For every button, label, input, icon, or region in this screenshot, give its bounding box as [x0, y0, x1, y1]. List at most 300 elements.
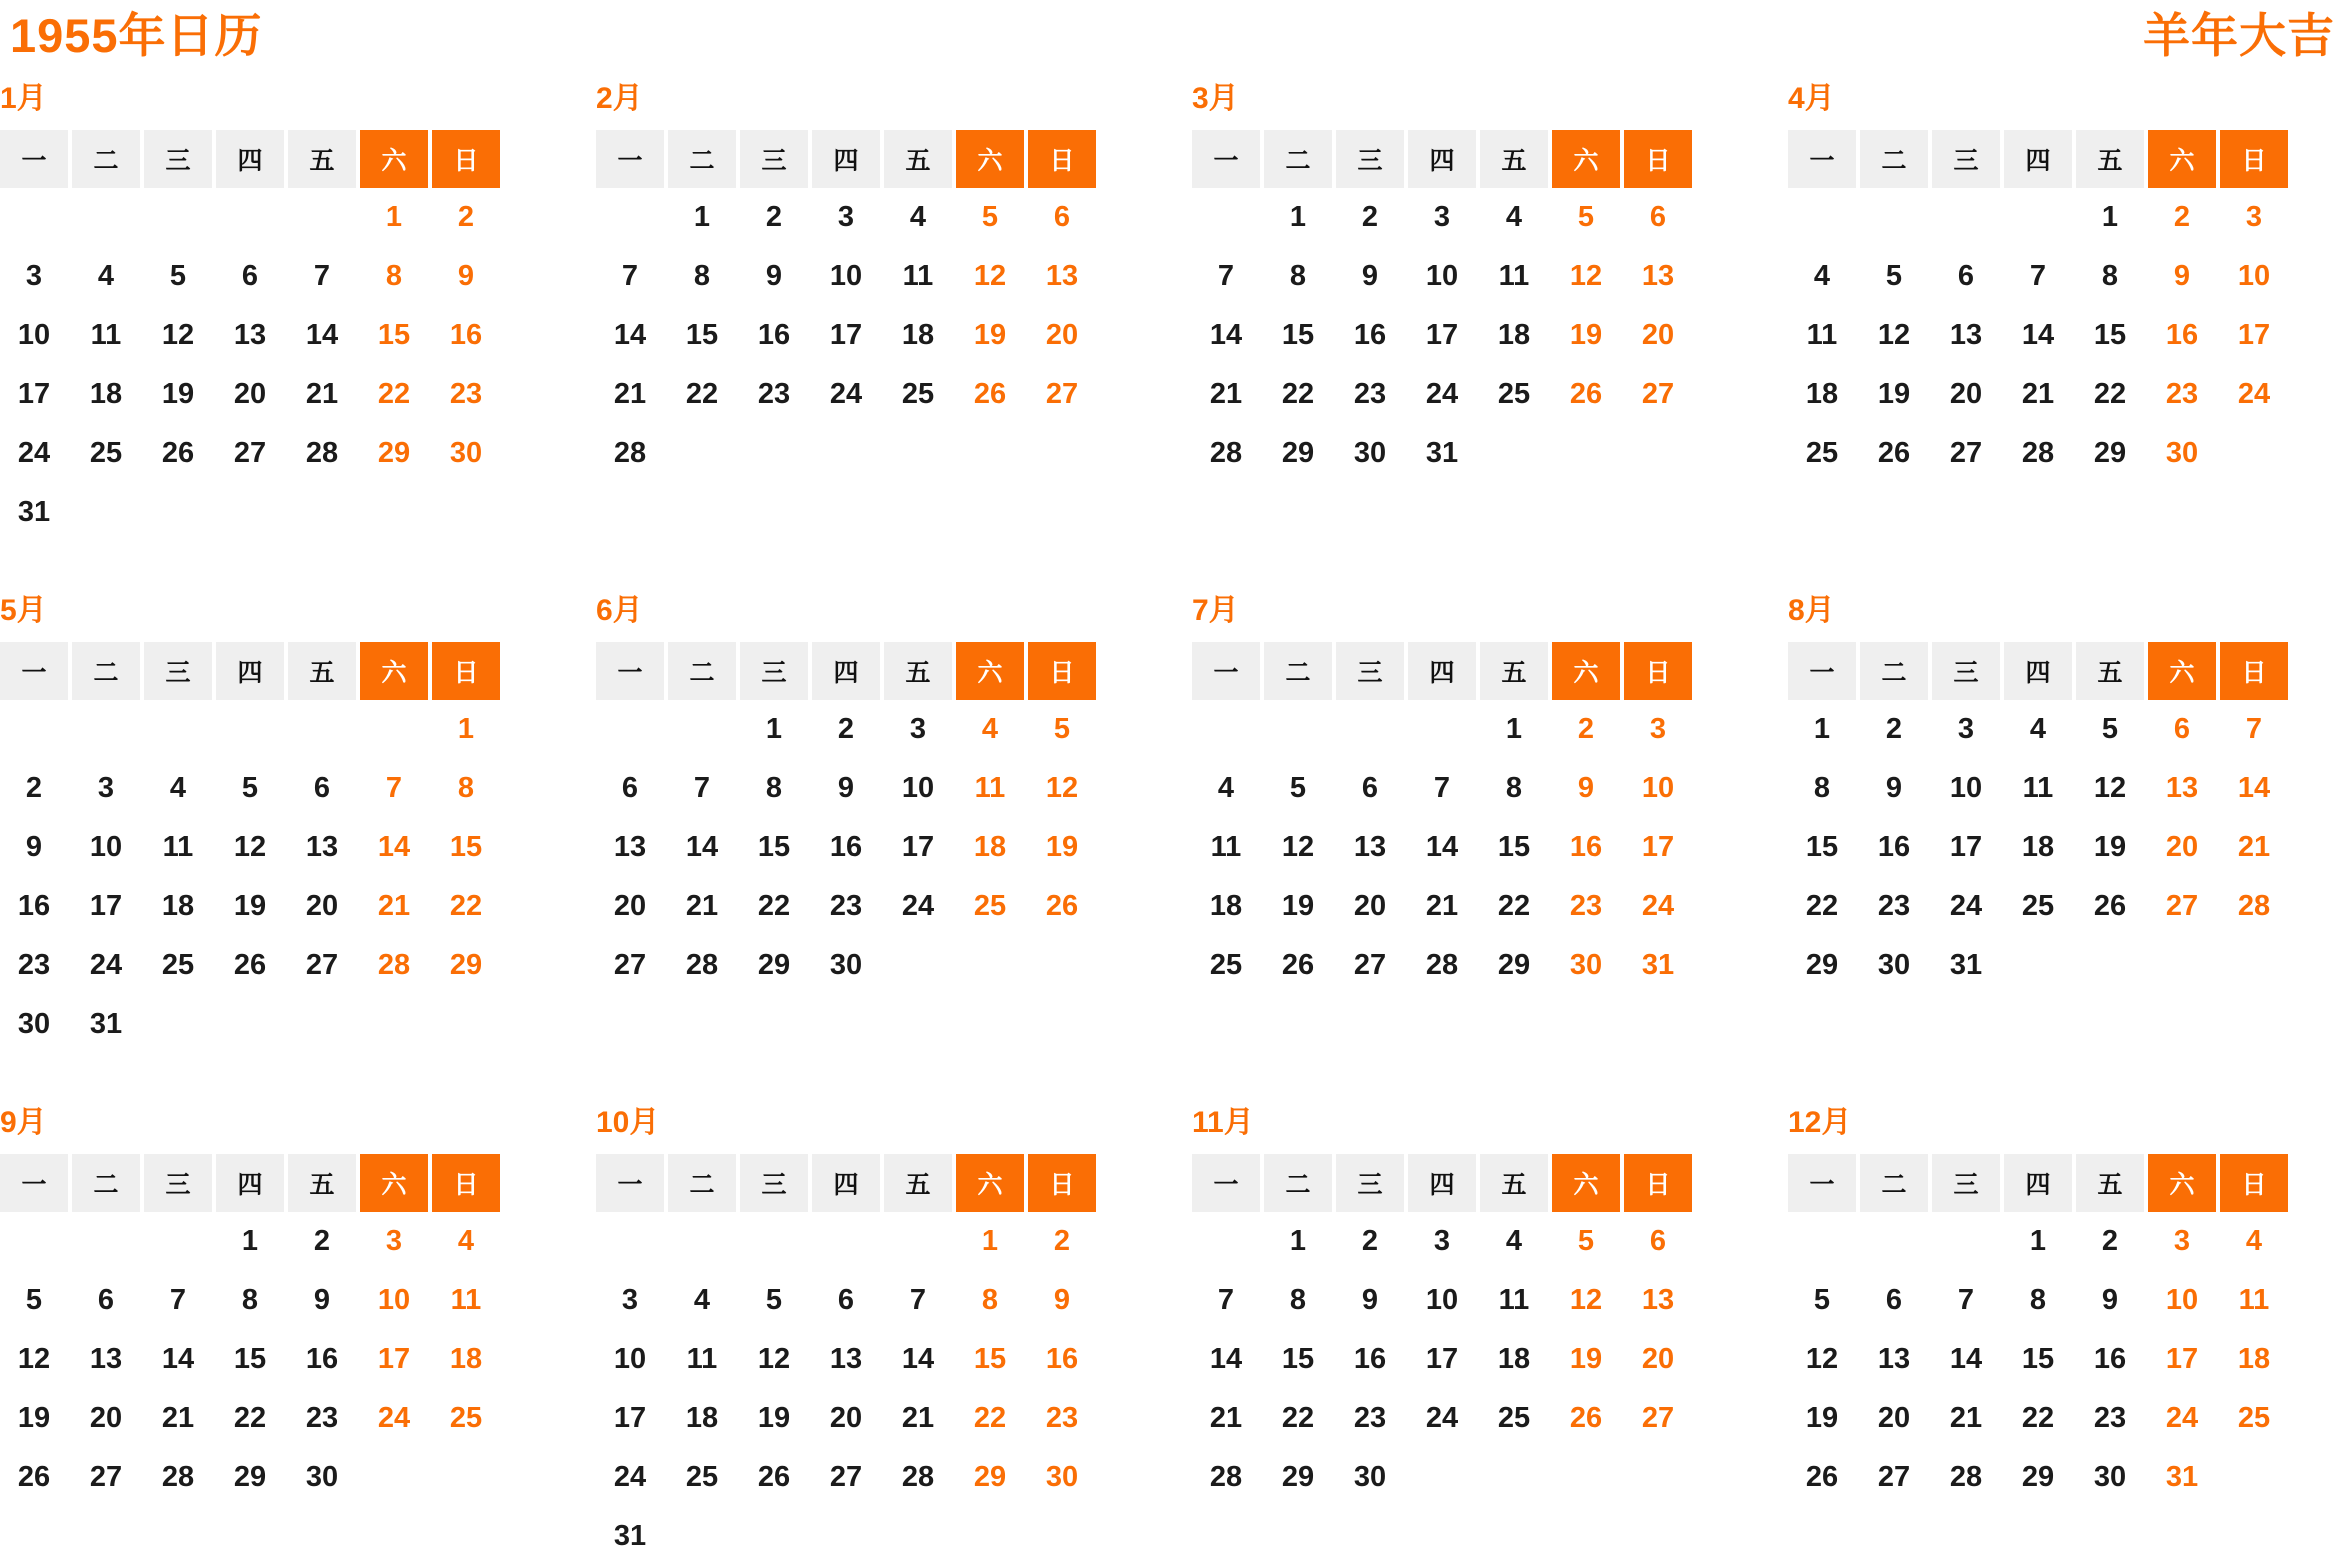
date-cell: 26: [1877, 437, 1911, 469]
date-cell: 10: [1949, 772, 1983, 804]
weekday-header-cell: 六: [360, 642, 428, 700]
date-cell: 1: [1289, 201, 1307, 233]
week-row: [596, 818, 1096, 877]
date-cell: 9: [25, 831, 43, 863]
date-cell: 11: [1498, 1284, 1530, 1316]
month-label-12: 12月: [1788, 1106, 1852, 1139]
date-cell: 25: [1805, 437, 1839, 469]
date-cell: 29: [1281, 437, 1315, 469]
date-cell: 29: [449, 949, 483, 981]
date-cell: 2: [765, 201, 783, 233]
empty-cell: [812, 1212, 880, 1271]
date-cell: 31: [1641, 949, 1675, 981]
date-cell: 6: [313, 772, 331, 804]
date-cell: 7: [1957, 1284, 1975, 1316]
date-cell: 25: [2021, 890, 2055, 922]
date-cell: 20: [1353, 890, 1387, 922]
empty-cell: [884, 424, 952, 483]
empty-cell: [1480, 424, 1548, 483]
date-cell: 9: [2173, 260, 2191, 292]
weekday-header-cell: 一: [0, 642, 68, 700]
date-cell: 4: [693, 1284, 711, 1316]
date-cell: 15: [2093, 319, 2127, 351]
empty-cell: [2220, 424, 2288, 483]
date-cell: 29: [377, 437, 411, 469]
date-cell: 13: [829, 1343, 863, 1375]
month-label-7: 7月: [1192, 594, 1239, 627]
empty-cell: [360, 1448, 428, 1507]
month-label-6: 6月: [596, 594, 643, 627]
date-cell: 18: [1805, 378, 1839, 410]
weekday-header-cell: 六: [360, 1154, 428, 1212]
date-cell: 8: [457, 772, 475, 804]
weekday-header-cell: 日: [1624, 130, 1692, 188]
weekday-header-cell: 四: [216, 130, 284, 188]
week-row: [1788, 877, 2288, 936]
date-cell: 27: [613, 949, 647, 981]
weekday-header-cell: 日: [2220, 130, 2288, 188]
weekday-header-cell: 五: [2076, 1154, 2144, 1212]
empty-cell: [1788, 188, 1856, 247]
weekday-header-cell: 二: [668, 1154, 736, 1212]
date-cell: 2: [2173, 201, 2191, 233]
date-cell: 10: [613, 1343, 647, 1375]
empty-cell: [0, 1212, 68, 1271]
date-cell: 22: [2021, 1402, 2055, 1434]
date-cell: 18: [161, 890, 195, 922]
date-cell: 13: [305, 831, 339, 863]
date-cell: 24: [377, 1402, 411, 1434]
date-cell: 29: [2021, 1461, 2055, 1493]
date-cell: 23: [1353, 378, 1387, 410]
date-cell: 10: [1641, 772, 1675, 804]
date-cell: 11: [1210, 831, 1242, 863]
date-cell: 12: [1281, 831, 1315, 863]
week-row: [596, 1271, 1096, 1330]
week-row: [596, 700, 1096, 759]
empty-cell: [2004, 936, 2072, 995]
month-label-8: 8月: [1788, 594, 1835, 627]
date-cell: 24: [613, 1461, 647, 1493]
month-label-11: 11月: [1192, 1106, 1254, 1139]
weekday-header-cell: 四: [812, 130, 880, 188]
date-cell: 18: [901, 319, 935, 351]
date-cell: 17: [2237, 319, 2271, 351]
date-cell: 26: [1569, 1402, 1603, 1434]
date-cell: 6: [1885, 1284, 1903, 1316]
date-cell: 17: [377, 1343, 411, 1375]
date-cell: 31: [17, 496, 51, 528]
date-cell: 30: [1353, 1461, 1387, 1493]
date-cell: 5: [1289, 772, 1307, 804]
empty-cell: [288, 483, 356, 542]
date-cell: 30: [305, 1461, 339, 1493]
week-row: [1192, 759, 1692, 818]
date-cell: 23: [1045, 1402, 1079, 1434]
date-cell: 17: [901, 831, 935, 863]
date-cell: 4: [1813, 260, 1831, 292]
date-cell: 19: [1045, 831, 1079, 863]
empty-cell: [1192, 1212, 1260, 1271]
weekday-header-cell: 一: [1788, 130, 1856, 188]
date-cell: 23: [1877, 890, 1911, 922]
week-row: [1788, 818, 2288, 877]
date-cell: 16: [1569, 831, 1603, 863]
weekday-header-row: [0, 130, 500, 188]
date-cell: 10: [901, 772, 935, 804]
empty-cell: [216, 700, 284, 759]
empty-cell: [668, 700, 736, 759]
weekday-header-cell: 三: [740, 1154, 808, 1212]
date-cell: 15: [1805, 831, 1839, 863]
date-cell: 3: [97, 772, 115, 804]
month-9: [0, 1104, 500, 1507]
week-row: [596, 188, 1096, 247]
date-cell: 12: [161, 319, 195, 351]
date-cell: 17: [2165, 1343, 2199, 1375]
weekday-header-cell: 五: [1480, 130, 1548, 188]
date-cell: 29: [233, 1461, 267, 1493]
date-cell: 25: [449, 1402, 483, 1434]
date-cell: 3: [621, 1284, 639, 1316]
empty-cell: [72, 700, 140, 759]
date-cell: 26: [2093, 890, 2127, 922]
weekday-header-cell: 六: [2148, 130, 2216, 188]
weekday-header-cell: 二: [72, 130, 140, 188]
date-cell: 13: [89, 1343, 123, 1375]
date-cell: 29: [973, 1461, 1007, 1493]
date-cell: 3: [2245, 201, 2263, 233]
date-cell: 19: [1569, 1343, 1603, 1375]
weekday-header-cell: 日: [2220, 1154, 2288, 1212]
date-cell: 5: [25, 1284, 43, 1316]
date-cell: 24: [829, 378, 863, 410]
date-cell: 17: [1425, 1343, 1459, 1375]
date-cell: 20: [613, 890, 647, 922]
date-cell: 16: [1045, 1343, 1079, 1375]
weekday-header-cell: 三: [740, 642, 808, 700]
weekday-header-row: [596, 642, 1096, 700]
date-cell: 8: [693, 260, 711, 292]
date-cell: 4: [97, 260, 115, 292]
empty-cell: [740, 1507, 808, 1566]
date-cell: 6: [97, 1284, 115, 1316]
date-cell: 26: [1045, 890, 1079, 922]
date-cell: 20: [1641, 319, 1675, 351]
date-cell: 19: [2093, 831, 2127, 863]
month-11: [1192, 1104, 1692, 1507]
date-cell: 7: [313, 260, 331, 292]
empty-cell: [1408, 1448, 1476, 1507]
date-cell: 3: [2173, 1225, 2191, 1257]
date-cell: 9: [1361, 260, 1379, 292]
date-cell: 28: [2237, 890, 2271, 922]
date-cell: 27: [1949, 437, 1983, 469]
date-cell: 11: [902, 260, 934, 292]
empty-cell: [1028, 424, 1096, 483]
date-cell: 30: [2093, 1461, 2127, 1493]
date-cell: 23: [449, 378, 483, 410]
date-cell: 9: [2101, 1284, 2119, 1316]
weekday-header-cell: 三: [144, 642, 212, 700]
date-cell: 16: [829, 831, 863, 863]
week-row: [1192, 188, 1692, 247]
date-cell: 12: [1569, 1284, 1603, 1316]
date-cell: 15: [377, 319, 411, 351]
date-cell: 26: [1805, 1461, 1839, 1493]
date-cell: 6: [1361, 772, 1379, 804]
date-cell: 30: [1569, 949, 1603, 981]
date-cell: 1: [693, 201, 711, 233]
date-cell: 24: [89, 949, 123, 981]
empty-cell: [0, 188, 68, 247]
weekday-header-cell: 四: [1408, 1154, 1476, 1212]
date-cell: 5: [241, 772, 259, 804]
weekday-header-cell: 四: [812, 1154, 880, 1212]
weekday-header-cell: 四: [216, 642, 284, 700]
date-cell: 13: [1949, 319, 1983, 351]
date-cell: 7: [385, 772, 403, 804]
week-row: [1788, 188, 2288, 247]
empty-cell: [1336, 700, 1404, 759]
weekday-header-cell: 一: [1192, 1154, 1260, 1212]
date-cell: 12: [1805, 1343, 1839, 1375]
week-row: [0, 1212, 500, 1271]
weekday-header-row: [596, 1154, 1096, 1212]
date-cell: 24: [1949, 890, 1983, 922]
week-row: [1192, 306, 1692, 365]
weekday-header-cell: 日: [432, 1154, 500, 1212]
weekday-header-cell: 三: [1932, 642, 2000, 700]
date-cell: 11: [162, 831, 194, 863]
date-cell: 21: [2021, 378, 2055, 410]
date-cell: 11: [2238, 1284, 2270, 1316]
month-4: [1788, 80, 2288, 483]
empty-cell: [1932, 188, 2000, 247]
empty-cell: [2004, 188, 2072, 247]
week-row: [0, 1271, 500, 1330]
weekday-header-row: [1788, 1154, 2288, 1212]
month-6: [596, 592, 1096, 995]
date-cell: 7: [1217, 260, 1235, 292]
weekday-header-cell: 一: [596, 130, 664, 188]
week-row: [596, 365, 1096, 424]
date-cell: 2: [25, 772, 43, 804]
date-cell: 12: [1877, 319, 1911, 351]
week-row: [0, 247, 500, 306]
date-cell: 20: [233, 378, 267, 410]
date-cell: 27: [305, 949, 339, 981]
date-cell: 9: [1053, 1284, 1071, 1316]
date-cell: 1: [765, 713, 783, 745]
date-cell: 5: [1577, 1225, 1595, 1257]
date-cell: 20: [2165, 831, 2199, 863]
weekday-header-row: [1788, 130, 2288, 188]
date-cell: 13: [1641, 1284, 1675, 1316]
weekday-header-cell: 三: [740, 130, 808, 188]
date-cell: 19: [161, 378, 195, 410]
date-cell: 31: [613, 1520, 647, 1552]
date-cell: 5: [1885, 260, 1903, 292]
weekday-header-cell: 三: [1336, 642, 1404, 700]
week-row: [1192, 247, 1692, 306]
date-cell: 24: [1641, 890, 1675, 922]
date-cell: 22: [1805, 890, 1839, 922]
weekday-header-cell: 五: [288, 642, 356, 700]
date-cell: 7: [169, 1284, 187, 1316]
empty-cell: [360, 995, 428, 1054]
date-cell: 2: [1577, 713, 1595, 745]
weekday-header-cell: 日: [1028, 1154, 1096, 1212]
date-cell: 23: [829, 890, 863, 922]
empty-cell: [2220, 1448, 2288, 1507]
date-cell: 1: [1813, 713, 1831, 745]
weekday-header-cell: 一: [596, 1154, 664, 1212]
date-cell: 14: [2237, 772, 2271, 804]
date-cell: 8: [1813, 772, 1831, 804]
week-row: [596, 1389, 1096, 1448]
date-cell: 7: [1433, 772, 1451, 804]
date-cell: 15: [1497, 831, 1531, 863]
weekday-header-cell: 四: [216, 1154, 284, 1212]
empty-cell: [1192, 188, 1260, 247]
date-cell: 22: [1497, 890, 1531, 922]
week-row: [1788, 365, 2288, 424]
date-cell: 24: [1425, 378, 1459, 410]
empty-cell: [288, 995, 356, 1054]
date-cell: 9: [313, 1284, 331, 1316]
empty-cell: [216, 188, 284, 247]
weekday-header-row: [1192, 1154, 1692, 1212]
empty-cell: [72, 483, 140, 542]
date-cell: 7: [1217, 1284, 1235, 1316]
empty-cell: [956, 936, 1024, 995]
empty-cell: [884, 1212, 952, 1271]
date-cell: 22: [757, 890, 791, 922]
empty-cell: [288, 188, 356, 247]
page-header: [0, 0, 2347, 80]
weekday-header-cell: 一: [0, 130, 68, 188]
week-row: [1788, 1448, 2288, 1507]
date-cell: 19: [1877, 378, 1911, 410]
week-row: [1192, 1448, 1692, 1507]
date-cell: 12: [1045, 772, 1079, 804]
weekday-header-cell: 五: [884, 642, 952, 700]
weekday-header-row: [1788, 642, 2288, 700]
date-cell: 15: [685, 319, 719, 351]
weekday-header-cell: 四: [812, 642, 880, 700]
date-cell: 28: [1949, 1461, 1983, 1493]
weekday-header-cell: 四: [1408, 130, 1476, 188]
weekday-header-cell: 五: [884, 130, 952, 188]
empty-cell: [740, 424, 808, 483]
date-cell: 15: [2021, 1343, 2055, 1375]
date-cell: 10: [89, 831, 123, 863]
month-label-3: 3月: [1192, 82, 1239, 115]
date-cell: 11: [90, 319, 122, 351]
date-cell: 24: [2237, 378, 2271, 410]
weekday-header-cell: 六: [360, 130, 428, 188]
date-cell: 26: [17, 1461, 51, 1493]
date-cell: 23: [1353, 1402, 1387, 1434]
date-cell: 8: [1289, 260, 1307, 292]
date-cell: 9: [1885, 772, 1903, 804]
date-cell: 3: [909, 713, 927, 745]
date-cell: 23: [757, 378, 791, 410]
date-cell: 30: [1877, 949, 1911, 981]
date-cell: 4: [981, 713, 999, 745]
date-cell: 24: [1425, 1402, 1459, 1434]
date-cell: 2: [313, 1225, 331, 1257]
date-cell: 25: [1209, 949, 1243, 981]
empty-cell: [740, 1212, 808, 1271]
date-cell: 6: [1957, 260, 1975, 292]
week-row: [1192, 700, 1692, 759]
date-cell: 17: [1425, 319, 1459, 351]
date-cell: 18: [973, 831, 1007, 863]
date-cell: 27: [1353, 949, 1387, 981]
date-cell: 7: [2245, 713, 2263, 745]
date-cell: 17: [829, 319, 863, 351]
date-cell: 21: [2237, 831, 2271, 863]
date-cell: 8: [2101, 260, 2119, 292]
weekday-header-cell: 一: [1788, 642, 1856, 700]
weekday-header-cell: 日: [432, 642, 500, 700]
date-cell: 4: [457, 1225, 475, 1257]
week-row: [0, 936, 500, 995]
weekday-header-cell: 二: [668, 642, 736, 700]
date-cell: 4: [169, 772, 187, 804]
date-cell: 3: [1433, 1225, 1451, 1257]
empty-cell: [2076, 936, 2144, 995]
date-cell: 30: [449, 437, 483, 469]
empty-cell: [596, 700, 664, 759]
empty-cell: [0, 700, 68, 759]
date-cell: 26: [1569, 378, 1603, 410]
date-cell: 29: [757, 949, 791, 981]
date-cell: 9: [1577, 772, 1595, 804]
week-row: [596, 1507, 1096, 1566]
week-row: [0, 188, 500, 247]
date-cell: 22: [1281, 378, 1315, 410]
date-cell: 25: [1497, 378, 1531, 410]
week-row: [1788, 306, 2288, 365]
date-cell: 12: [17, 1343, 51, 1375]
week-row: [1192, 936, 1692, 995]
weekday-header-cell: 日: [1624, 642, 1692, 700]
date-cell: 9: [1361, 1284, 1379, 1316]
date-cell: 22: [2093, 378, 2127, 410]
date-cell: 27: [2165, 890, 2199, 922]
empty-cell: [884, 936, 952, 995]
date-cell: 15: [757, 831, 791, 863]
date-cell: 10: [1425, 1284, 1459, 1316]
date-cell: 2: [837, 713, 855, 745]
empty-cell: [72, 1212, 140, 1271]
month-12: [1788, 1104, 2288, 1507]
weekday-header-row: [1192, 130, 1692, 188]
weekday-header-cell: 日: [1028, 642, 1096, 700]
date-cell: 28: [1209, 1461, 1243, 1493]
date-cell: 27: [1641, 1402, 1675, 1434]
date-cell: 21: [1425, 890, 1459, 922]
date-cell: 16: [1353, 319, 1387, 351]
date-cell: 1: [2101, 201, 2119, 233]
month-label-5: 5月: [0, 594, 47, 627]
month-2: [596, 80, 1096, 483]
weekday-header-cell: 二: [1264, 1154, 1332, 1212]
date-cell: 21: [305, 378, 339, 410]
